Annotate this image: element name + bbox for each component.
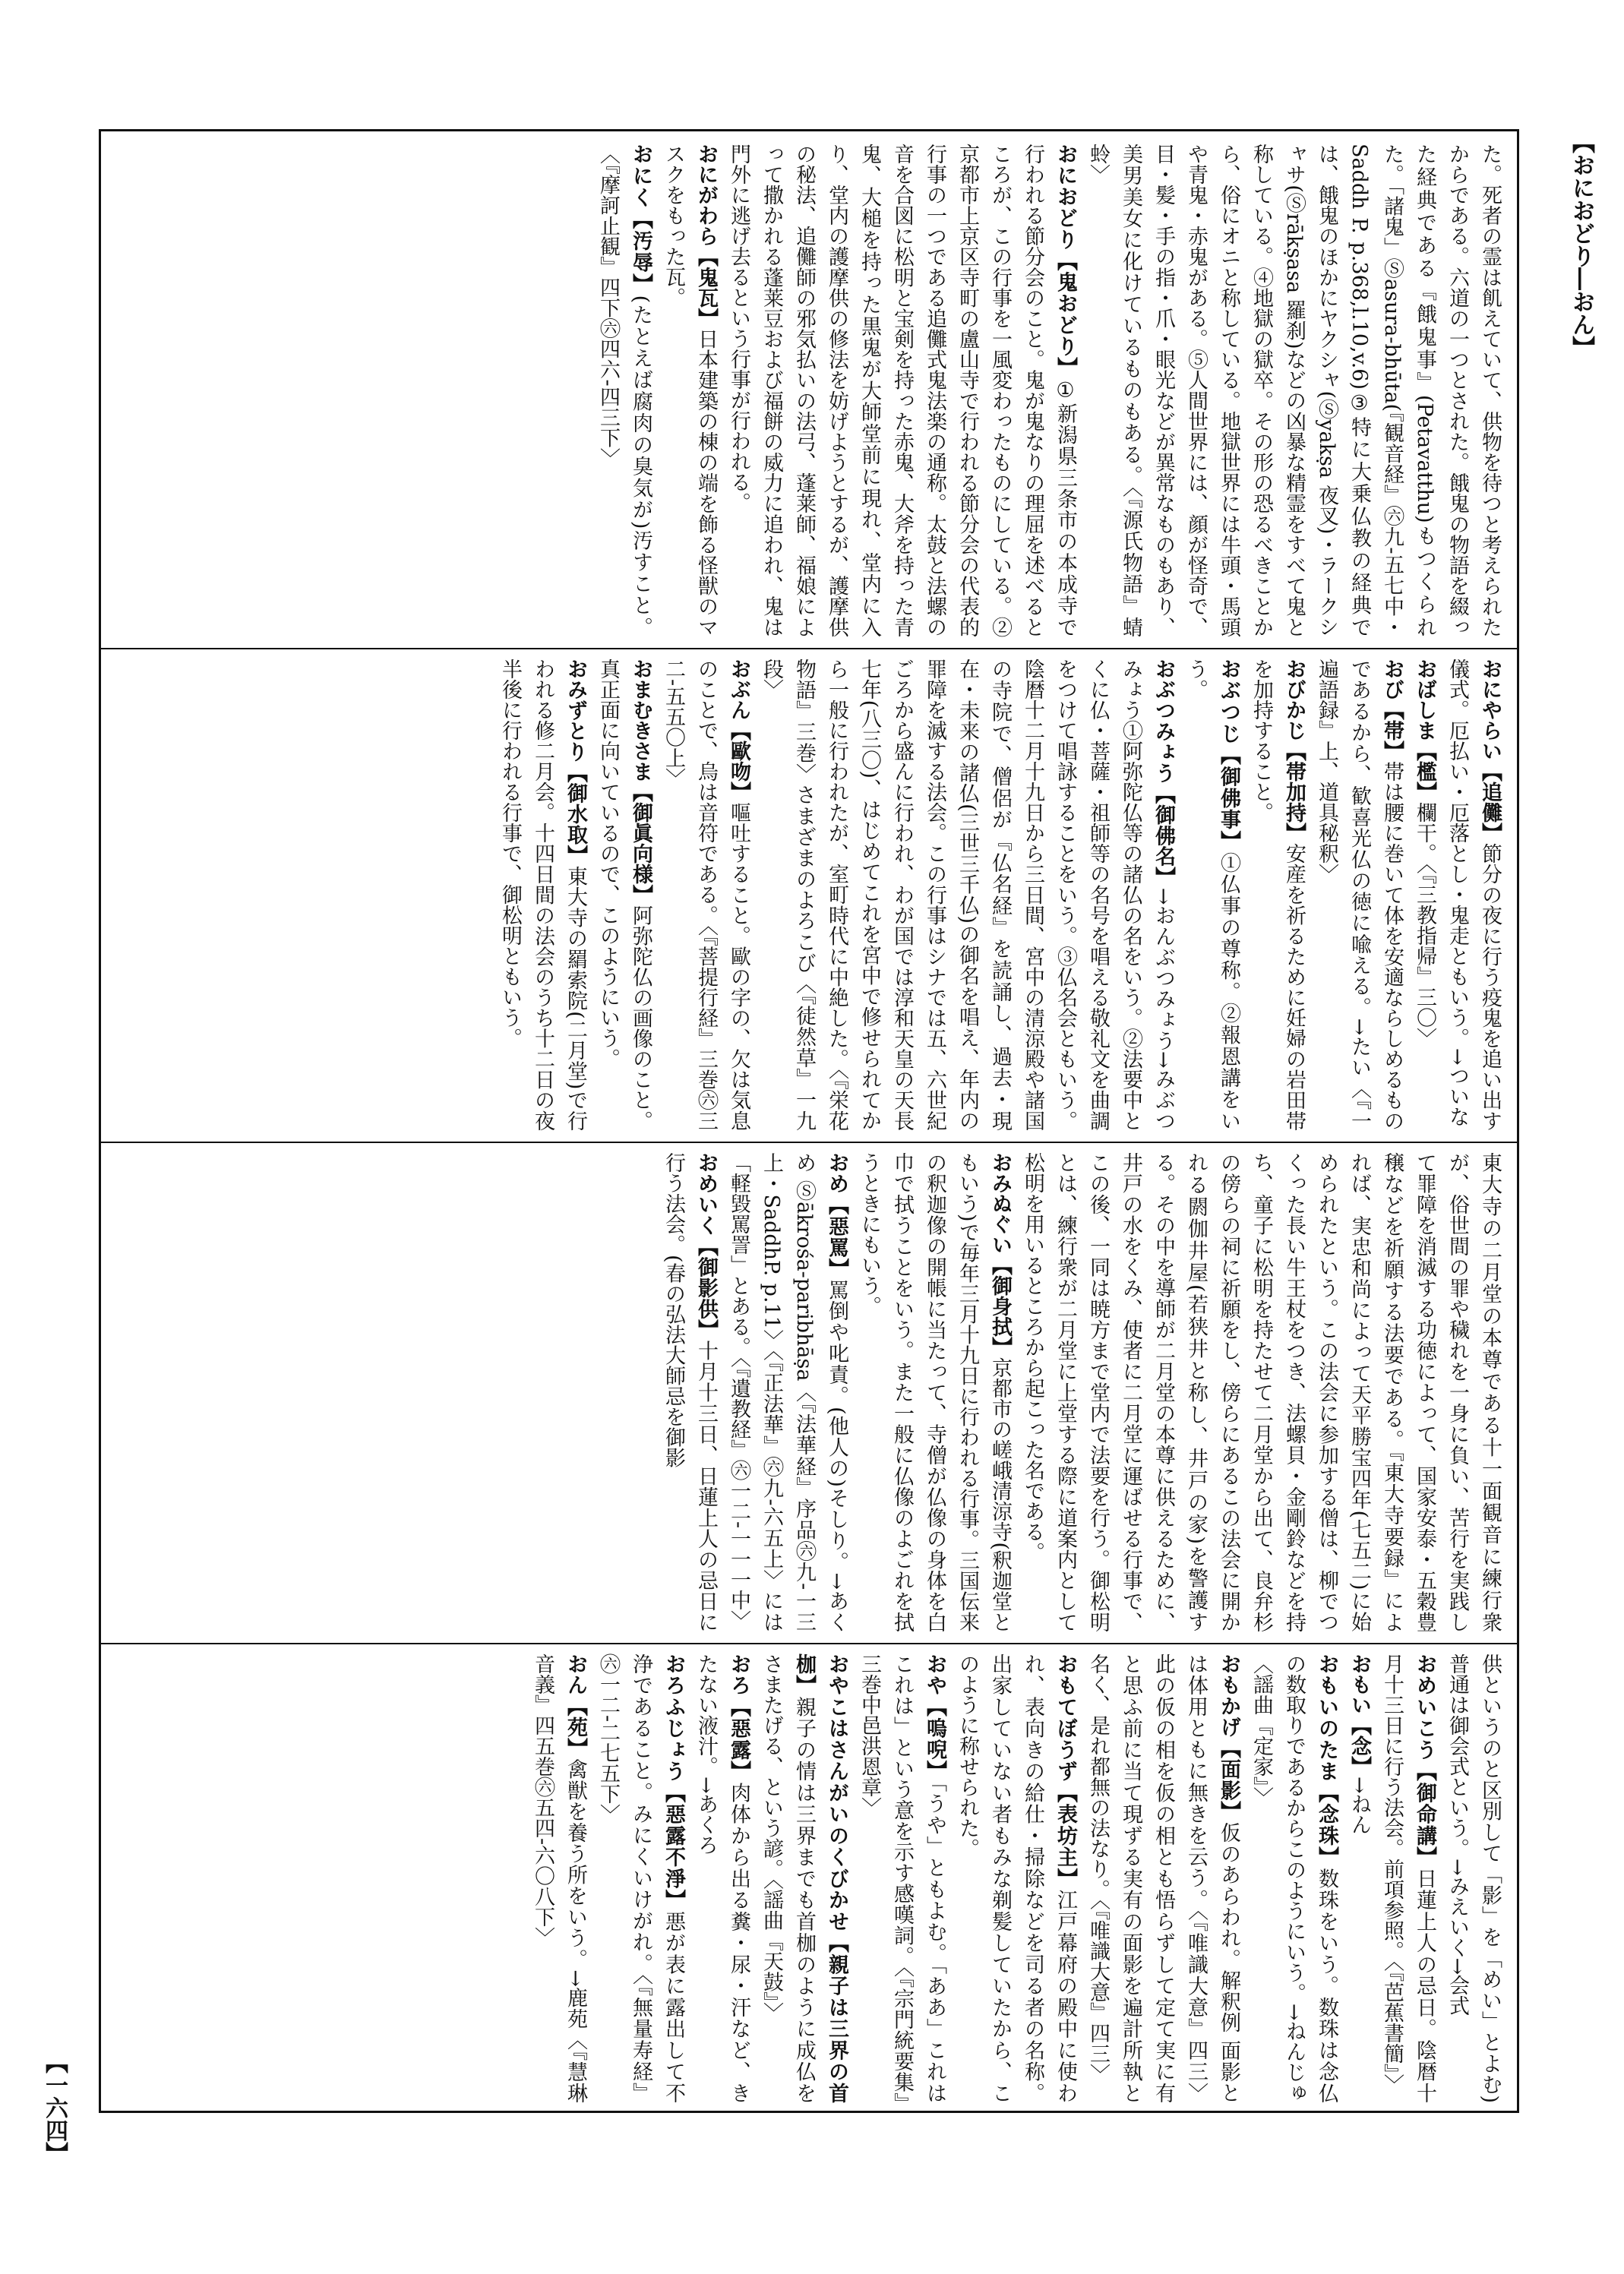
entry-headword: おめいく【御影供】 <box>694 1152 718 1341</box>
entry-text: 阿弥陀仏の画像のこと。真正面に向いているので、このようにいう。 <box>596 659 652 1131</box>
entry-text: 日本建築の棟の端を飾る怪獣のマスクをもった瓦。 <box>662 144 718 637</box>
tier-3 <box>113 1152 1506 1632</box>
dictionary-entry <box>592 144 657 637</box>
dictionary-entry <box>592 659 657 1131</box>
entry-text: た。死者の霊は飢えていて、供物を待つと考えられたからである。六道の一つとされた。餓鬼の物語を綴った経典である『餓鬼事』(Petavatthu)もつくられた。「諸鬼」Ⓢasura-bhūta(『観音経』㊅九‐五七中・Saddh P. p.368,l.10,v.6)③特に大乗仏教の経典では、餓鬼のほかにヤクシャ(Ⓢyakṣa 夜叉)・ラークシャサ(Ⓢrākṣasa 羅刹)などの凶暴な精霊をすべて鬼と称している。④地獄の獄卒。その形の恐るべきことから、俗にオニと称している。地獄世界には牛頭・馬頭や青鬼・赤鬼がある。⑤人間世界には、顔が怪奇で、目・髪・手の指・爪・眼光などが異常なものもあり、美男美女に化けているものもある。〈『源氏物語』蜻蛉〉 <box>1086 144 1502 637</box>
entry-text: ①新潟県三条市の本成寺で行われる節分会のこと。鬼が鬼なりの理屈を述べるところが、この行事を一風変わったものにしている。②京都市上京区寺町の盧山寺で行われる節分会の代表的行事の一つである追儺式鬼法楽の通称。太鼓と法螺の音を合図に松明と宝剣を持った赤鬼、大斧を持った青鬼、大槌を持った黒鬼が大師堂前に現れ、堂内に入り、堂内の護摩供の修法を妨げようとするが、護摩供の秘法、追儺師の邪気払いの法弓、蓬莱師、福娘によって撒かれる蓬莱豆および福餅の威力に追われ、鬼は門外に逃げ去るという行事が行われる。 <box>727 144 1077 637</box>
tier-divider <box>101 1142 1517 1143</box>
entry-headword: おばしま【檻】 <box>1413 659 1436 802</box>
entry-text: 嘔吐すること。歐の字の、欠は気息のことで、烏は音符である。〈『菩提行経』三巻㊅三二‐五五〇上〉 <box>662 659 750 1131</box>
entry-text: 供というのと区別して「影」を「めい」とよむ)普通は御会式という。→みえいく→会式 <box>1445 1653 1502 2103</box>
entry-headword: おにがわら【鬼瓦】 <box>694 144 718 329</box>
entry-headword: おや【嗚唲】 <box>923 1653 946 1783</box>
dictionary-entry <box>722 1152 853 1632</box>
dictionary-entry <box>1180 659 1245 1131</box>
dictionary-entry <box>1016 1152 1506 1632</box>
entry-text: 日蓮上人の忌日。陰暦十月十三日に行う法会。前項参照。〈『芭蕉書簡』〉 <box>1380 1653 1436 2103</box>
dictionary-entry <box>1082 144 1506 637</box>
entry-text: 帯は腰に巻いて体を安適ならしめるものであるから、歓喜光仏の徳に喩える。→たい〈『一遍語録』上、道具秘釈〉 <box>1315 659 1404 1131</box>
entry-text: →おんぶつみょう→みぶつみょう①阿弥陀仏等の諸仏の名をいう。②法要中とくに仏・菩薩・祖師等の名号を唱える敬礼文を曲調をつけて唱詠することをいう。③仏名会ともいう。陰暦十二月十九日から三日間、宮中の清涼殿や諸国の寺院で、僧侶が『仏名経』を読誦し、過去・現在・未来の諸仏(三世三千仏)の御名を唱え、年内の罪障を滅する法会。この行事はシナでは五、六世紀ごろから盛んに行われ、わが国では淳和天皇の天長七年(八三〇)、はじめてこれを宮中で修せられてから一般に行われたが、室町時代に中絶した。〈『栄花物語』三巻〉さまざまのよろこび〈『徒然草』一九段〉 <box>760 659 1175 1131</box>
dictionary-entry <box>494 659 592 1131</box>
entry-text: 仮のあらわれ。解釈例 面影とは体用ともに無きを云う。〈『唯識大意』四三〉此の仮の相を仮の相とも悟らずして定て実に有と思ふ前に当て現ずる実有の面影を遍計所執と名く、是れ都無の法なり。〈『唯識大意』四三〉 <box>1086 1653 1240 2103</box>
entry-headword: おまむきさま【御眞向様】 <box>629 659 652 905</box>
entry-headword: おぶつじ【御佛事】 <box>1217 659 1240 852</box>
entry-text: 罵倒や叱責。(他人の)そしり。→あくめ Ⓢākrośa-paribhāṣa〈『法華経』序品㊅九‐一三上・SaddhP. p.11〉〈『正法華』㊅九‐六五上〉には「軽毀罵詈」とある。〈『遺教経』㊅一二‐一一一中〉 <box>727 1152 848 1632</box>
dictionary-entry <box>657 659 755 1131</box>
entry-text: ①仏事の尊称。②報恩講をいう。 <box>1184 659 1240 1131</box>
entry-headword: おやこはさんがいのくびかせ【親子は三界の首枷】 <box>792 1653 848 2103</box>
entry-headword: おもかげ【面影】 <box>1217 1653 1240 1823</box>
entry-headword: おび【帯】 <box>1380 659 1404 762</box>
entry-text: 東大寺の羂索院(二月堂)で行われる修二月会。十四日間の法会のうち十二日の夜半後に行われる行事で、御松明ともいう。 <box>498 659 587 1131</box>
dictionary-entry <box>853 1152 1016 1632</box>
dictionary-entry <box>755 659 1180 1131</box>
entry-text: (たとえば腐肉の臭気が)汚すこと。〈『摩訶止観』四下㊅四六‐四三下〉 <box>596 144 652 637</box>
running-head: 【おにおどり―おん】 <box>1568 131 1594 358</box>
entry-headword: おぶつみょう【御佛名】 <box>1152 659 1175 888</box>
dictionary-entry <box>690 1653 755 2103</box>
entry-text: 江戸幕府の殿中に使われ、表向きの給仕・掃除などを司る者の名称。出家していない者もみな剃髪していたから、このように称せられた。 <box>956 1653 1077 2103</box>
entry-headword: おもい【念】 <box>1348 1653 1371 1777</box>
dictionary-entry <box>592 1653 690 2103</box>
dictionary-entry <box>1441 659 1506 1131</box>
entry-text: 悪が表に露出して不浄であること。みにくいけがれ。〈『無量寿経』㊅一二‐二七五下〉 <box>596 1653 685 2103</box>
dictionary-entry <box>853 1653 951 2103</box>
entry-text: 京都市の嵯峨清涼寺(釈迦堂ともいう)で毎年三月十九日に行われる行事。三国伝来の釈迦像の開帳に当たって、寺僧が仏像の身体を白巾で拭うことをいう。また一般に仏像のよごれを拭うときにもいう。 <box>858 1152 1012 1632</box>
entry-text: 肉体から出る糞・尿・汗など、きたない液汁。→あくろ <box>694 1653 750 2103</box>
entry-headword: おろ【惡露】 <box>727 1653 750 1783</box>
entry-headword: おん【苑】 <box>564 1653 587 1759</box>
entry-headword: おぶん【歐吻】 <box>727 659 750 803</box>
entry-text: 「うや」ともよむ。「ああ」これはこれは」という意を示す感嘆詞。〈『宗門統要集』三巻中邑洪恩章〉 <box>858 1653 946 2103</box>
dictionary-entry <box>1245 1653 1343 2103</box>
entry-headword: おびかじ【帯加持】 <box>1282 659 1306 844</box>
entry-headword: おにおどり【鬼おどり】 <box>1054 144 1077 379</box>
entry-text: 禽獣を養う所をいう。→鹿苑〈『慧琳音義』四五巻㊅五四‐六〇八下〉 <box>531 1653 587 2103</box>
tier-1 <box>113 144 1506 637</box>
dictionary-entry <box>755 1653 853 2103</box>
dictionary-page-frame <box>99 129 1519 2113</box>
entry-text: →ねん <box>1348 1777 1371 1835</box>
dictionary-entry <box>951 1653 1082 2103</box>
dictionary-entry <box>1408 659 1441 1131</box>
entry-headword: おめ【惡罵】 <box>825 1152 848 1280</box>
entry-headword: おろふじょう【惡露不淨】 <box>662 1653 685 1911</box>
entry-headword: おみずとり【御水取】 <box>564 659 587 867</box>
dictionary-entry <box>1441 1653 1506 2103</box>
entry-text: 親子の情は三界までも首枷のように成仏をさまたげる、という諺。〈謡曲『天鼓』〉 <box>760 1653 816 2103</box>
dictionary-entry <box>657 144 722 637</box>
dictionary-entry <box>1245 659 1310 1131</box>
entry-headword: おもてぼうず【表坊主】 <box>1054 1653 1077 1890</box>
entry-headword: おみぬぐい【御身拭】 <box>988 1152 1012 1358</box>
dictionary-entry <box>657 1152 722 1632</box>
dictionary-entry <box>1376 1653 1441 2103</box>
dictionary-entry <box>1343 1653 1376 2103</box>
dictionary-entry <box>526 1653 592 2103</box>
entry-text: 十月十三日、日蓮上人の忌日に行う法会。(春の弘法大師忌を御影 <box>662 1152 718 1632</box>
dictionary-entry <box>1310 659 1408 1131</box>
tier-divider <box>101 1643 1517 1644</box>
tier-divider <box>101 648 1517 649</box>
entry-text: 欄干。〈『三教指帰』三〇〉 <box>1413 802 1436 1048</box>
entry-text: 数珠をいう。数珠は念仏の数取りであるからこのようにいう。→ねんじゅ〈謡曲『定家』〉 <box>1250 1653 1338 2103</box>
entry-text: 東大寺の二月堂の本尊である十一面観音に練行衆が、俗世間の罪や穢れを一身に負い、苦行を実践して罪障を消滅する功徳によって、国家安泰・五穀豊穣などを祈願する法要である。『東大寺要録』によれば、実忠和尚によって天平勝宝四年(七五二)に始められたという。この法会に参加する僧は、柳でつくった長い牛王杖をつき、法螺貝・金剛鈴などを持ち、童子に松明を持たせて二月堂から出て、良弁杉の傍らの祠に祈願をし、傍らにあるこの法会に開かれる閼伽井屋(若狭井と称し、井戸の家)を警護する。その中を導師が二月堂の本尊に供えるために、井戸の水をくみ、使者に二月堂に運ばせる行事で、この後、一同は暁方まで堂内で法要を行う。御松明とは、練行衆が二月堂に上堂する際に道案内として松明を用いるところから起こった名である。 <box>1021 1152 1502 1632</box>
entry-headword: おめいこう【御命講】 <box>1413 1653 1436 1868</box>
entry-headword: おもいのたま【念珠】 <box>1315 1653 1338 1868</box>
page-number: 【一六四】 <box>41 2051 68 2165</box>
entry-headword: おにやらい【追儺】 <box>1478 659 1502 844</box>
dictionary-entry <box>722 144 1082 637</box>
entry-headword: おにく【汚辱】 <box>629 144 652 295</box>
dictionary-entry <box>1082 1653 1245 2103</box>
tier-4 <box>113 1653 1506 2103</box>
entry-text: 安産を祈るために妊婦の岩田帯を加持すること。 <box>1250 659 1306 1131</box>
entry-text: 節分の夜に行う疫鬼を追い出す儀式。厄払い・厄落とし・鬼走ともいう。→ついな <box>1445 659 1502 1131</box>
tier-2 <box>113 659 1506 1131</box>
